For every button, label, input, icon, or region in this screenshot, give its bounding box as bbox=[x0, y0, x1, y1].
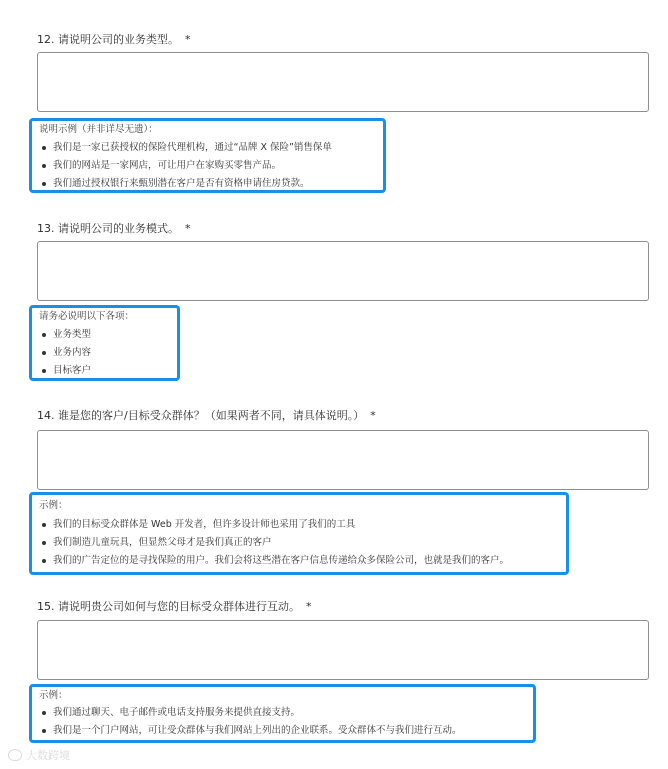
question-14-hint-list bbox=[39, 516, 566, 570]
hint-list-item: 我们的目标受众群体是 Web 开发者，但许多设计师也采用了我们的工具 bbox=[39, 516, 566, 534]
question-15-label: 15. 请说明贵公司如何与您的目标受众群体进行互动。 bbox=[37, 600, 300, 613]
question-13-hint-box bbox=[29, 305, 180, 381]
question-15-title bbox=[37, 600, 312, 614]
watermark bbox=[8, 747, 70, 763]
question-12-label: 12. 请说明公司的业务类型。 bbox=[37, 33, 179, 46]
required-mark: * bbox=[370, 409, 376, 422]
hint-list-item: 我们制造儿童玩具，但显然父母才是我们真正的客户 bbox=[39, 534, 566, 552]
question-13-label: 13. 请说明公司的业务模式。 bbox=[37, 222, 179, 235]
question-13-hint-title: 请务必说明以下各项： bbox=[39, 311, 135, 322]
hint-list-item: 业务内容 bbox=[39, 344, 177, 362]
question-15-answer-field[interactable] bbox=[37, 620, 649, 680]
question-14-label: 14. 谁是您的客户/目标受众群体？（如果两者不同，请具体说明。） bbox=[37, 409, 365, 422]
hint-list-item: 我们通过聊天、电子邮件或电话支持服务来提供直接支持。 bbox=[39, 704, 533, 722]
question-12-hint-box bbox=[29, 118, 386, 193]
watermark-text: 大数跨境 bbox=[26, 749, 70, 762]
question-12-title bbox=[37, 33, 191, 47]
required-mark: * bbox=[185, 33, 191, 46]
hint-list-item: 我们的广告定位的是寻找保险的用户。我们会将这些潜在客户信息传递给众多保险公司，也就是我们的客户。 bbox=[39, 552, 566, 570]
hint-list-item: 我们的网站是一家网店，可让用户在家购买零售产品。 bbox=[39, 157, 383, 175]
question-13-title bbox=[37, 222, 191, 236]
required-mark: * bbox=[185, 222, 191, 235]
question-15-hint-box bbox=[29, 684, 536, 743]
question-14-answer-field[interactable] bbox=[37, 430, 649, 490]
hint-list-item: 目标客户 bbox=[39, 362, 177, 380]
hint-list-item: 业务类型 bbox=[39, 326, 177, 344]
question-15-hint-list bbox=[39, 704, 533, 740]
question-13-hint-list bbox=[39, 326, 177, 380]
question-14-hint-title: 示例： bbox=[39, 500, 68, 511]
hint-list-item: 我们是一家已获授权的保险代理机构，通过“品牌 X 保险”销售保单 bbox=[39, 139, 383, 157]
question-14-title bbox=[37, 409, 376, 423]
question-12-hint-title: 说明示例（并非详尽无遗）： bbox=[39, 124, 158, 135]
required-mark: * bbox=[306, 600, 312, 613]
hint-list-item: 我们通过授权银行来甄别潜在客户是否有资格申请住房贷款。 bbox=[39, 175, 383, 193]
question-14-hint-box bbox=[29, 492, 569, 575]
watermark-logo-icon bbox=[8, 749, 22, 761]
question-15-hint-title: 示例： bbox=[39, 690, 68, 701]
hint-list-item: 我们是一个门户网站，可让受众群体与我们网站上列出的企业联系。受众群体不与我们进行互动。 bbox=[39, 722, 533, 740]
question-13-answer-field[interactable] bbox=[37, 241, 649, 301]
question-12-answer-field[interactable] bbox=[37, 52, 649, 112]
question-12-hint-list bbox=[39, 139, 383, 193]
